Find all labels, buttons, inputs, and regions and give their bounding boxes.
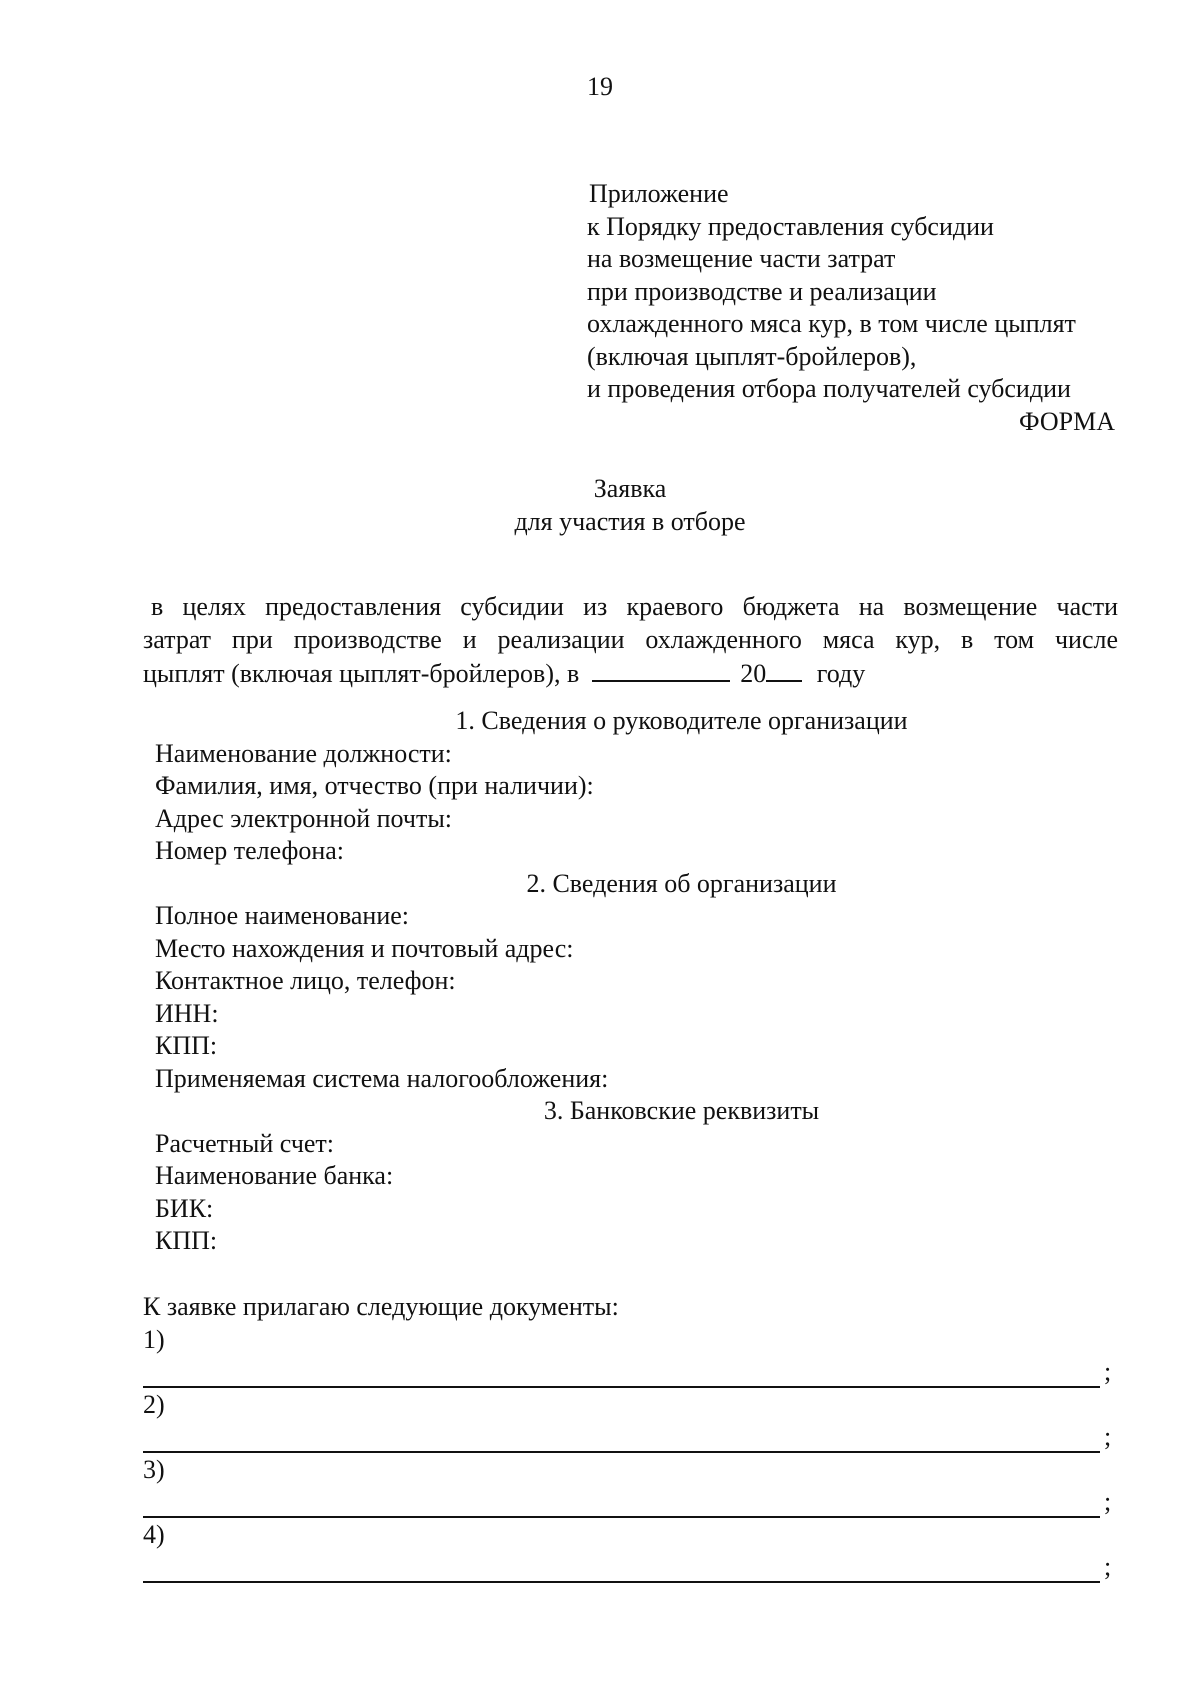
field-org-name: Полное наименование: (155, 901, 410, 930)
field-position: Наименование должности: (155, 738, 452, 768)
attachment-number: 1) (143, 1325, 165, 1354)
field-bik: БИК: (155, 1193, 214, 1223)
field-account: Расчетный счет: (155, 1128, 335, 1158)
intro-line-3-prefix: цыплят (включая цыплят-бройлеров), в (143, 659, 580, 688)
attachment-item (143, 1518, 1118, 1583)
field-address: Место нахождения и почтовый адрес: (155, 933, 574, 963)
document-title (0, 472, 1200, 538)
attachments-intro: К заявке прилагаю следующие документы: (143, 1292, 619, 1321)
attachment-item (143, 1453, 1118, 1518)
field-bank-kpp: КПП: (155, 1226, 218, 1255)
attachment-terminator: ; (1104, 1357, 1112, 1386)
field-bank-name: Наименование банка: (155, 1161, 394, 1190)
attachment-number: 4) (143, 1520, 165, 1549)
attachment-blank-field[interactable] (143, 1431, 1100, 1453)
attachments-block (143, 1290, 1118, 1583)
attachment-line (143, 1421, 1118, 1453)
field-kpp: КПП: (155, 1031, 218, 1060)
application-sections (155, 705, 1118, 1258)
appendix-line: и проведения отбора получателей субсидии (587, 374, 1071, 403)
section-heading-head: 1. Сведения о руководителе организации (455, 706, 908, 735)
field-email: Адрес электронной почты: (155, 803, 453, 833)
attachment-line (143, 1356, 1118, 1388)
attachment-terminator: ; (1104, 1552, 1112, 1581)
attachment-blank-field[interactable] (143, 1496, 1100, 1518)
appendix-line: охлажденного мяса кур, в том числе цыплят (587, 309, 1076, 338)
appendix-line: (включая цыплят-бройлеров), (587, 341, 917, 371)
attachment-line (143, 1486, 1118, 1518)
year-prefix: 20 (740, 659, 767, 688)
attachment-item (143, 1323, 1118, 1388)
section-heading-organization: 2. Сведения об организации (526, 868, 837, 898)
intro-line-1: в целях предоставления субсидии из краевого бюджета на возмещение части (151, 592, 1118, 621)
intro-paragraph (143, 590, 1118, 690)
intro-line-3-suffix: году (816, 659, 866, 688)
appendix-line: Приложение (589, 179, 729, 208)
field-phone: Номер телефона: (155, 836, 345, 865)
attachment-item (143, 1388, 1118, 1453)
field-contact: Контактное лицо, телефон: (155, 966, 456, 995)
attachment-blank-field[interactable] (143, 1561, 1100, 1583)
page-number: 19 (587, 72, 613, 101)
field-inn: ИНН: (155, 998, 219, 1028)
month-blank-field[interactable] (592, 656, 730, 682)
appendix-line: на возмещение части затрат (587, 244, 896, 273)
attachment-line (143, 1551, 1118, 1583)
appendix-line: к Порядку предоставления субсидии (587, 211, 994, 241)
attachment-number: 2) (143, 1390, 165, 1419)
field-full-name: Фамилия, имя, отчество (при наличии): (155, 771, 594, 800)
section-heading-bank: 3. Банковские реквизиты (543, 1096, 820, 1125)
intro-line-2: затрат при производстве и реализации охлажденного мяса кур, в том числе (143, 625, 1118, 654)
form-label: ФОРМА (1019, 406, 1115, 436)
title-line-1: Заявка (593, 474, 667, 503)
attachment-terminator: ; (1104, 1422, 1112, 1451)
attachment-number: 3) (143, 1455, 165, 1484)
title-line-2: для участия в отборе (514, 507, 746, 536)
year-blank-field[interactable] (766, 656, 802, 682)
attachment-terminator: ; (1104, 1487, 1112, 1516)
attachment-blank-field[interactable] (143, 1366, 1100, 1388)
field-tax-system: Применяемая система налогообложения: (155, 1063, 609, 1093)
intro-line-3 (143, 656, 1118, 690)
appendix-line: при производстве и реализации (587, 276, 937, 306)
appendix-block (587, 178, 1117, 438)
